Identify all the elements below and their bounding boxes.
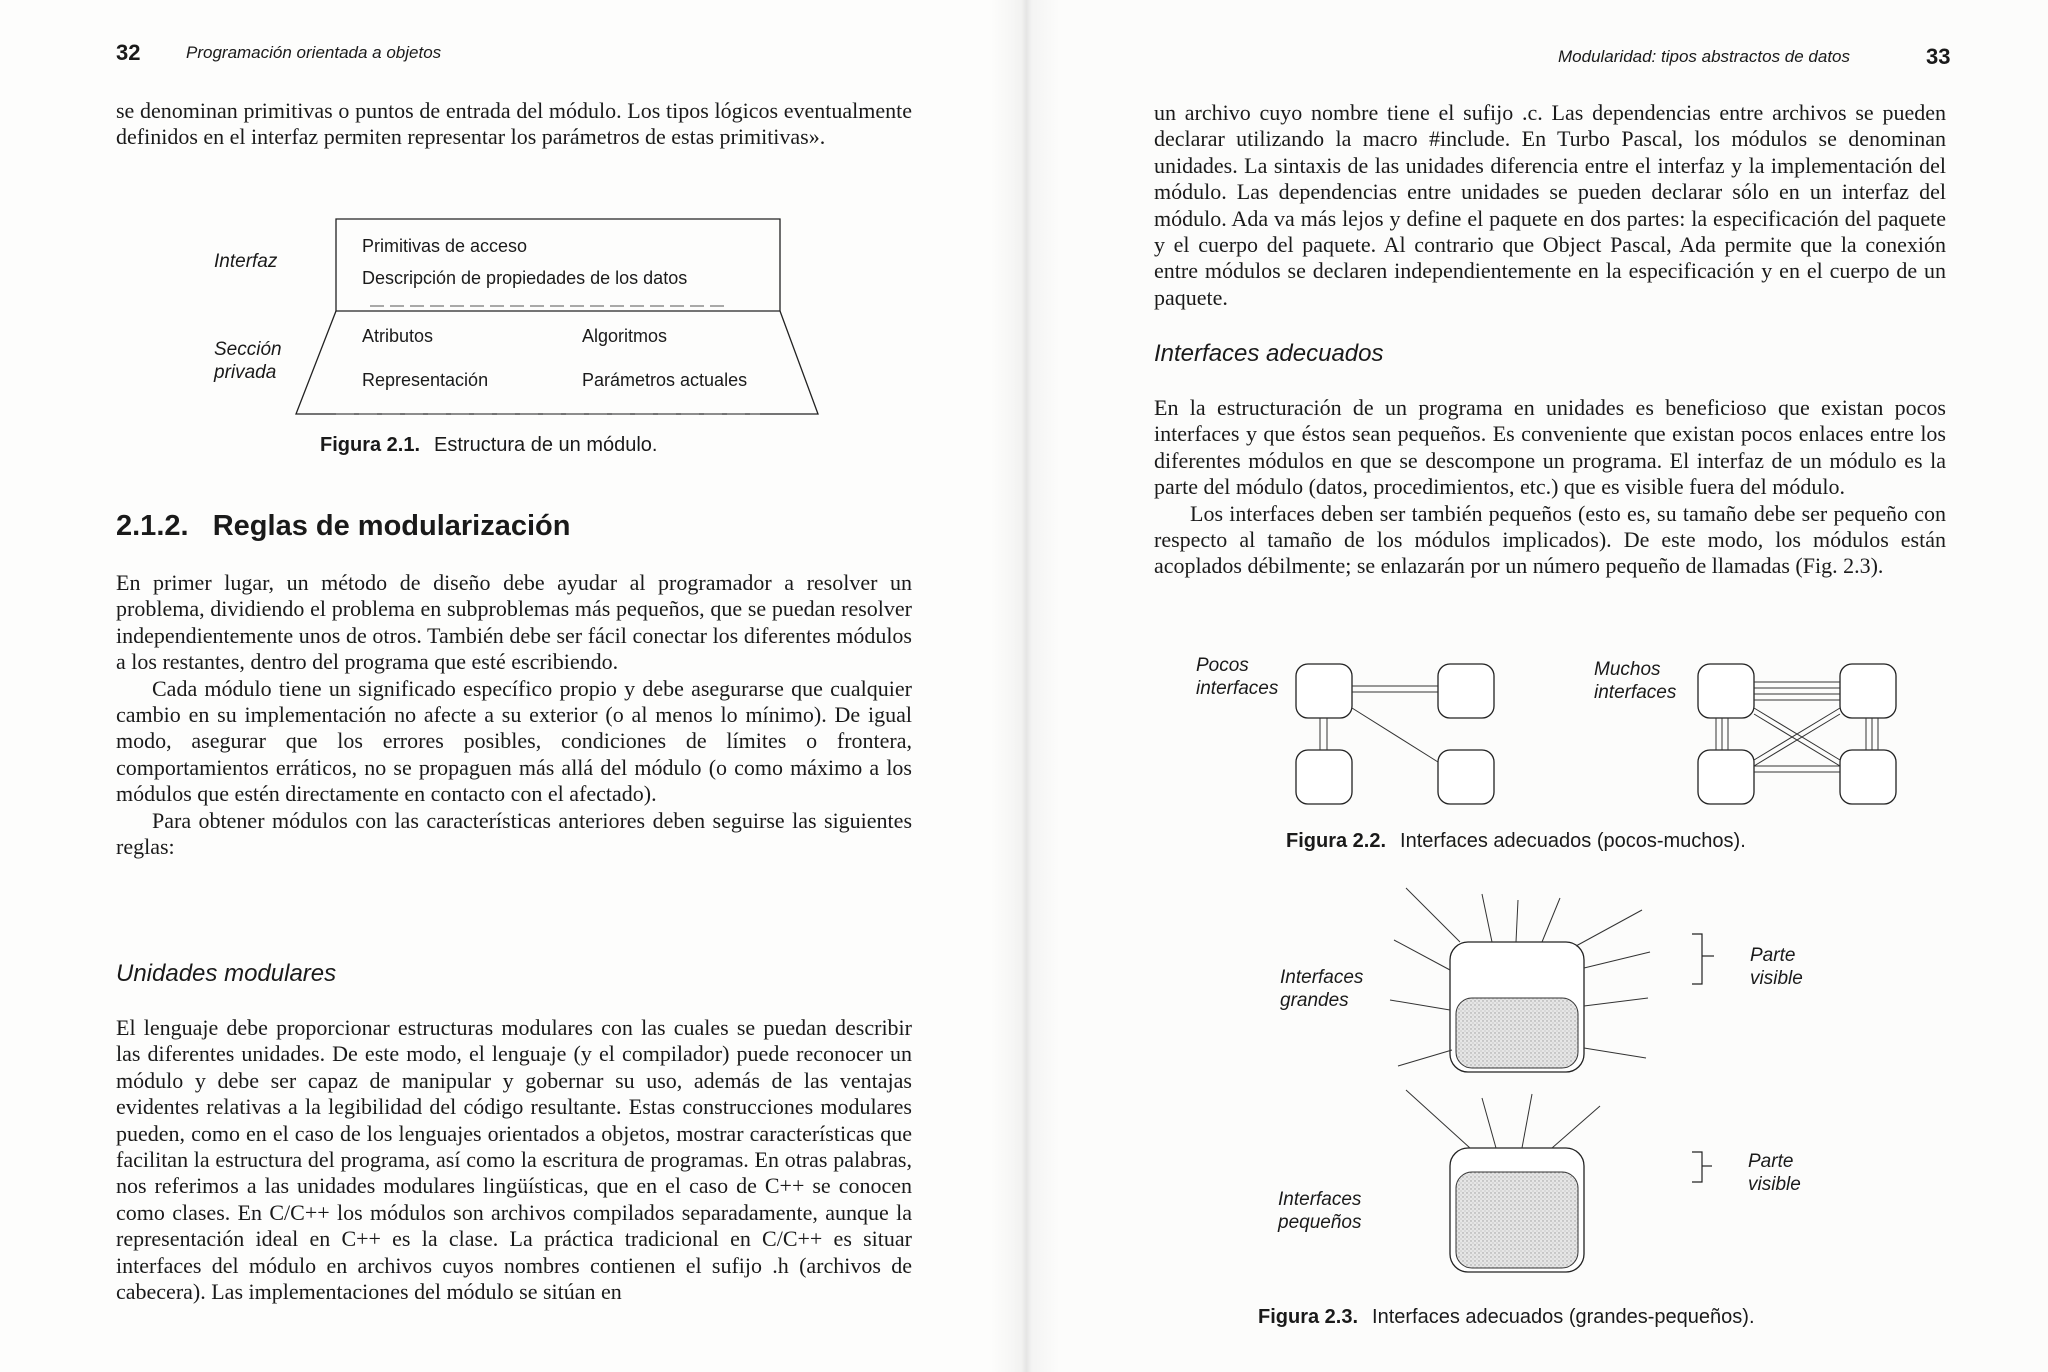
section-heading: 2.1.2. Reglas de modularización — [116, 510, 571, 542]
right-running-head: Modularidad: tipos abstractos de datos — [1558, 47, 1851, 66]
figure-2-1-caption-text: Estructura de un módulo. — [434, 434, 658, 456]
few-module-top-left — [1296, 664, 1352, 718]
book-gutter — [990, 0, 1060, 1372]
large-small-interfaces-diagram — [1270, 880, 1830, 1300]
rules-paragraph-2: Cada módulo tiene un significado específico propio y debe asegurarse que cualquier cambio en su implementación no afecte a su exterior (o al menos lo mínimo). De igual modo, asegurar que los errores posibles, condiciones de límites o frontera, comportamientos erráticos, no se propaguen más allá del módulo (o como máximo a los módulos que estén directamente en contacto con el afectado). — [116, 675, 912, 807]
figure-2-2-caption — [1286, 830, 1746, 853]
figure-2-1-caption — [320, 434, 658, 457]
few-module-bottom-left — [1296, 750, 1352, 804]
visible-part-bracket-2 — [1692, 1152, 1712, 1182]
label-parametros: Parámetros actuales — [582, 370, 748, 390]
label-pocos-interfaces: Pocos interfaces — [1196, 655, 1279, 699]
right-page-number: 33 — [1926, 44, 1951, 69]
label-seccion-privada: Sección privada — [214, 339, 282, 383]
label-interfaz: Interfaz — [214, 251, 278, 272]
many-module-bottom-left — [1698, 750, 1754, 804]
interfaces-text — [1154, 395, 1946, 580]
rules-paragraph-1: En primer lugar, un método de diseño debe ayudar al programador a resolver un problema, dividiendo el problema en subproblemas más pequeños, que se puedan resolver independientemente unos de otros. También debe ser fácil conectar los diferentes módulos a los restantes, dentro del programa que esté escribiendo. — [116, 570, 912, 675]
label-atributos: Atributos — [362, 326, 434, 346]
figure-2-3-caption-label: Figura 2.3. — [1258, 1306, 1359, 1328]
interfaces-paragraph-1: En la estructuración de un programa en unidades es beneficioso que existan pocos interfaces y que éstos sean pequeños. Es conveniente que existan pocos enlaces entre los diferentes módulos en que se descompone un programa. El interfaz de un módulo es la parte del módulo (datos, procedimientos, etc.) que es visible fuera del módulo. — [1154, 395, 1946, 500]
label-interfaces-grandes: Interfaces grandes — [1280, 967, 1364, 1011]
figure-2-2 — [1190, 650, 1910, 830]
small-module-hidden-part — [1456, 1172, 1578, 1268]
figure-2-2-caption-label: Figura 2.2. — [1286, 830, 1387, 852]
continued-paragraph: un archivo cuyo nombre tiene el sufijo .c. Las dependencias entre archivos se pueden declarar utilizando la macro #include. En Turbo Pascal, los módulos se denominan unidades. La sintaxis de las unidades diferencia entre el interfaz y la implementación del módulo. Las dependencias entre unidades se pueden declarar sólo en un interfaz del módulo. Ada va más lejos y define el paquete en dos partes: la especificación del paquete y el cuerpo del paquete. Al contrario que Object Pascal, Ada permite que la conexión entre módulos se declaren independientemente en la especificación y en el cuerpo de un paquete. — [1154, 100, 1946, 310]
many-module-bottom-right — [1840, 750, 1896, 804]
label-interfaces-pequenos: Interfaces pequeños — [1278, 1189, 1362, 1233]
label-descripcion: Descripción de propiedades de los datos — [362, 268, 688, 288]
rules-text — [116, 570, 912, 860]
label-algoritmos: Algoritmos — [582, 326, 668, 346]
label-muchos-interfaces: Muchos interfaces — [1594, 659, 1677, 703]
many-module-top-left — [1698, 664, 1754, 718]
figure-2-2-caption-text: Interfaces adecuados (pocos-muchos). — [1400, 830, 1746, 852]
intro-paragraph: se denominan primitivas o puntos de entrada del módulo. Los tipos lógicos eventualmente definidos en el interfaz permiten representar los parámetros de estas primitivas». — [116, 98, 912, 150]
label-parte-visible-1: Parte visible — [1750, 945, 1803, 989]
subheading-unidades-modulares: Unidades modulares — [116, 960, 337, 987]
figure-2-3 — [1270, 880, 1830, 1300]
subheading-interfaces-adecuados: Interfaces adecuados — [1154, 340, 1384, 367]
left-running-head: Programación orientada a objetos — [186, 43, 442, 62]
few-module-top-right — [1438, 664, 1494, 718]
figure-2-1 — [200, 214, 840, 434]
units-paragraph: El lenguaje debe proporcionar estructuras modulares con las cuales se puedan describir las diferentes unidades. De este modo, el lenguaje (y el compilador) puede reconocer un módulo y debe ser capaz de manipular y gobernar su uso, además de las ventajas evidentes relativas a la legibilidad del código resultante. Estas construcciones modulares pueden, como en el caso de los lenguajes orientados a objetos, mostrar características que facilitan la estructura del programa, así como la escritura de programas. En otras palabras, nos referimos a las unidades modulares lingüísticas, que en el caso de C++ se conocen como clases. En C/C++ los módulos son archivos compilados separadamente, aunque la representación ideal en C++ es la clase. La práctica tradicional en C/C++ es situar interfaces del módulo en archivos cuyos nombres contienen el sufijo .h (archivos de cabecera). Las implementaciones del módulo se sitúan en — [116, 1015, 912, 1305]
many-module-top-right — [1840, 664, 1896, 718]
interface-box — [336, 219, 780, 311]
large-module-hidden-part — [1456, 998, 1578, 1068]
visible-part-bracket-1 — [1692, 934, 1714, 984]
few-many-interfaces-diagram — [1190, 650, 1910, 830]
label-parte-visible-2: Parte visible — [1748, 1151, 1801, 1195]
rules-paragraph-3: Para obtener módulos con las características anteriores deben seguirse las siguientes reglas: — [116, 807, 912, 860]
label-primitivas: Primitivas de acceso — [362, 236, 528, 256]
interfaces-paragraph-2: Los interfaces deben ser también pequeños (esto es, su tamaño debe ser pequeño con respecto al tamaño de los módulos implicados). De este modo, los módulos están acoplados débilmente; se enlazarán por un número pequeño de llamadas (Fig. 2.3). — [1154, 500, 1946, 579]
left-page-number: 32 — [116, 40, 141, 65]
label-representacion: Representación — [362, 370, 489, 390]
figure-2-3-caption-text: Interfaces adecuados (grandes-pequeños). — [1372, 1306, 1755, 1328]
few-module-bottom-right — [1438, 750, 1494, 804]
figure-2-1-caption-label: Figura 2.1. — [320, 434, 421, 456]
figure-2-3-caption — [1258, 1306, 1755, 1329]
small-interface-rays — [1406, 1090, 1600, 1148]
